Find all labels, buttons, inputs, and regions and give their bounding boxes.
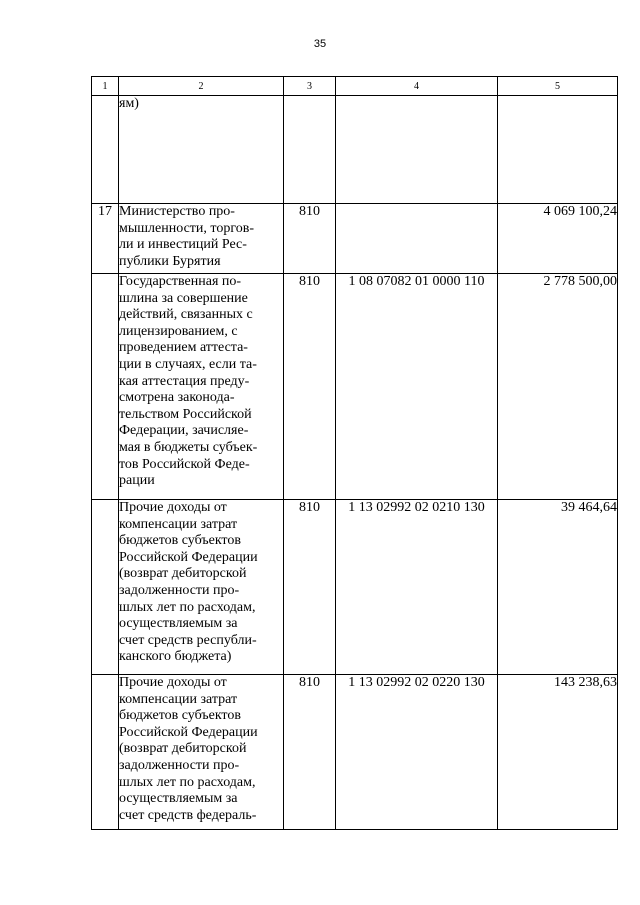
header-row xyxy=(92,77,618,96)
name-line: шлых лет по расходам, xyxy=(119,599,256,615)
name-line: бюджетов субъектов xyxy=(119,533,241,549)
name-cell xyxy=(119,500,284,675)
column-header: 4 xyxy=(336,77,498,96)
name-line: публики Бурятия xyxy=(119,253,221,269)
row-number-cell xyxy=(92,675,119,830)
kbk-cell: 1 13 02992 02 0220 130 xyxy=(336,675,498,830)
name-cell xyxy=(119,204,284,274)
page-number: 35 xyxy=(313,38,327,50)
name-line: тов Российской Феде- xyxy=(119,456,250,472)
name-line: (возврат дебиторской xyxy=(119,566,247,582)
row-number-cell: 17 xyxy=(92,204,119,274)
column-header: 3 xyxy=(284,77,336,96)
name-line: Российской Федерации xyxy=(119,724,258,740)
kbk-cell: 1 08 07082 01 0000 110 xyxy=(336,274,498,500)
row-number-cell xyxy=(92,274,119,500)
row-number-cell xyxy=(92,96,119,204)
name-line: ям) xyxy=(119,96,139,111)
column-header: 5 xyxy=(498,77,618,96)
code-cell: 810 xyxy=(284,204,336,274)
name-line: компенсации затрат xyxy=(119,691,238,707)
name-line: осуществляемым за xyxy=(119,791,238,807)
name-line: счет средств федераль- xyxy=(119,807,257,823)
name-line: ции в случаях, если та- xyxy=(119,356,257,372)
name-line: Прочие доходы от xyxy=(119,500,227,515)
name-line: осуществляемым за xyxy=(119,616,238,632)
name-line: шлых лет по расходам, xyxy=(119,774,256,790)
budget-table xyxy=(91,76,618,830)
amount-cell: 143 238,63 xyxy=(498,675,618,830)
amount-cell: 4 069 100,24 xyxy=(498,204,618,274)
name-line: задолженности про- xyxy=(119,582,240,598)
name-line: Министерство про- xyxy=(119,204,235,219)
table-row xyxy=(92,96,618,204)
name-line: Федерации, зачисляе- xyxy=(119,423,249,439)
name-line: рации xyxy=(119,473,155,489)
table-row xyxy=(92,274,618,500)
column-header: 2 xyxy=(119,77,284,96)
kbk-cell: 1 13 02992 02 0210 130 xyxy=(336,500,498,675)
name-line: мая в бюджеты субъек- xyxy=(119,439,258,455)
name-line: бюджетов субъектов xyxy=(119,708,241,724)
code-cell: 810 xyxy=(284,274,336,500)
table-row xyxy=(92,500,618,675)
name-line: шлина за совершение xyxy=(119,290,248,306)
name-line: (возврат дебиторской xyxy=(119,741,247,757)
code-cell: 810 xyxy=(284,500,336,675)
name-line: лицензированием, с xyxy=(119,323,238,339)
name-line: Прочие доходы от xyxy=(119,675,227,690)
name-cell xyxy=(119,96,284,204)
table-row xyxy=(92,204,618,274)
code-cell xyxy=(284,96,336,204)
name-line: действий, связанных с xyxy=(119,307,253,323)
name-line: канского бюджета) xyxy=(119,649,232,665)
name-line: задолженности про- xyxy=(119,757,240,773)
amount-cell: 2 778 500,00 xyxy=(498,274,618,500)
name-line: проведением аттеста- xyxy=(119,340,248,356)
row-number-cell xyxy=(92,500,119,675)
name-line: кая аттестация преду- xyxy=(119,373,250,389)
name-line: Российской Федерации xyxy=(119,549,258,565)
name-line: мышленности, торгов- xyxy=(119,220,255,236)
name-line: счет средств республи- xyxy=(119,632,257,648)
name-line: ли и инвестиций Рес- xyxy=(119,237,247,253)
name-line: тельством Российской xyxy=(119,406,252,422)
table-row xyxy=(92,675,618,830)
amount-cell: 39 464,64 xyxy=(498,500,618,675)
name-line: смотрена законода- xyxy=(119,390,235,406)
column-header: 1 xyxy=(92,77,119,96)
code-cell: 810 xyxy=(284,675,336,830)
name-line: компенсации затрат xyxy=(119,516,238,532)
kbk-cell xyxy=(336,96,498,204)
name-cell xyxy=(119,274,284,500)
amount-cell xyxy=(498,96,618,204)
name-line: Государственная по- xyxy=(119,274,242,289)
name-cell xyxy=(119,675,284,830)
kbk-cell xyxy=(336,204,498,274)
